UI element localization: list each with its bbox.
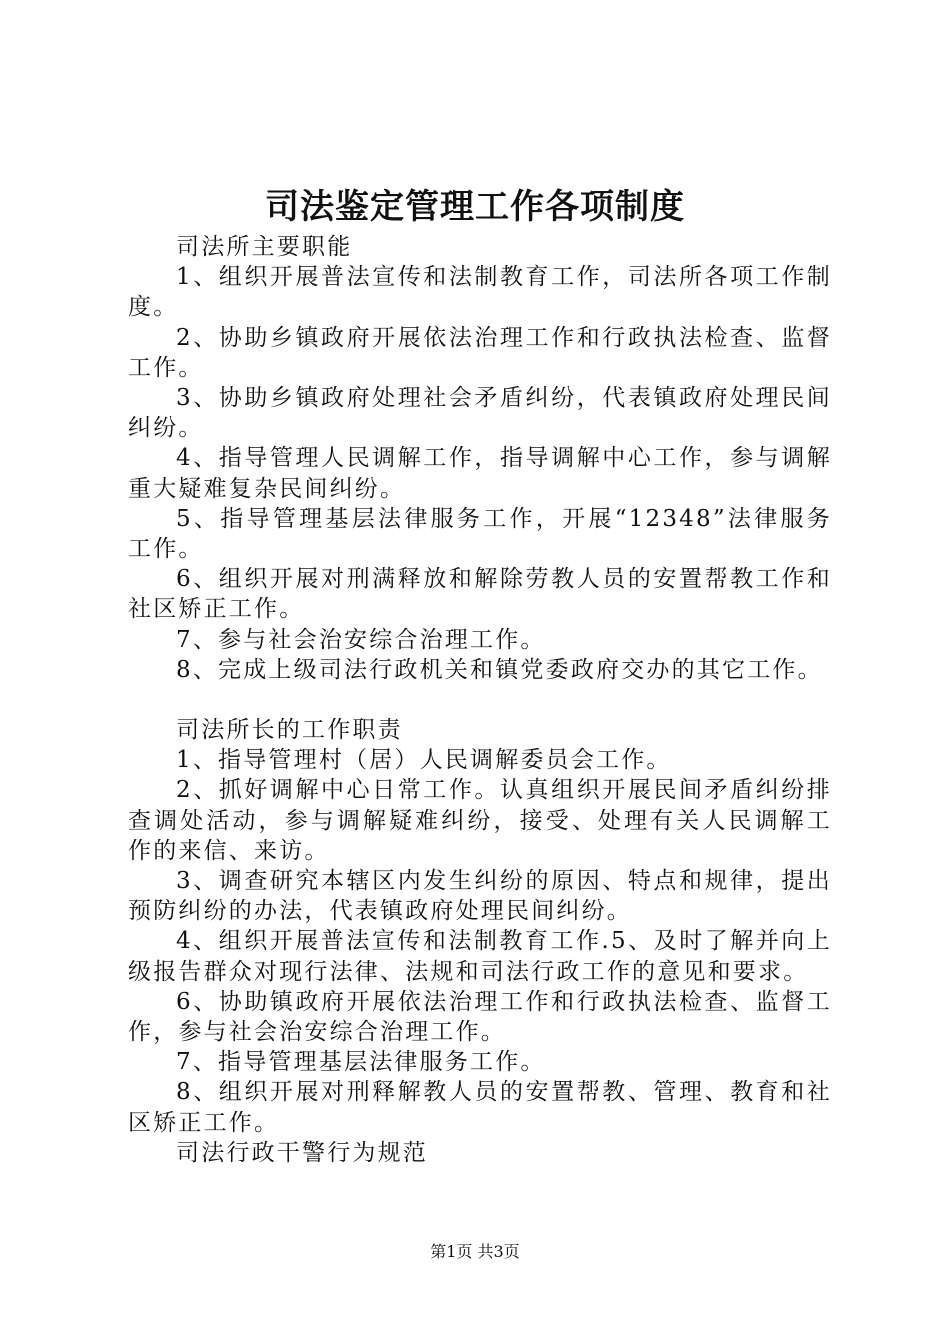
page-number-footer: 第1页 共3页 bbox=[430, 1242, 520, 1261]
duty-item-7: 8、组织开展对刑释解教人员的安置帮教、管理、教育和社区矫正工作。 bbox=[128, 1079, 832, 1136]
duty-item-2: 2、抓好调解中心日常工作。认真组织开展民间矛盾纠纷排查调处活动，参与调解疑难纠纷，接受、处理有关人民调解工作的来信、来访。 bbox=[128, 777, 832, 864]
section-heading-director-duties: 司法所长的工作职责 bbox=[176, 717, 403, 744]
function-item-8: 8、完成上级司法行政机关和镇党委政府交办的其它工作。 bbox=[176, 656, 823, 683]
function-item-2: 2、协助乡镇政府开展依法治理工作和行政执法检查、监督工作。 bbox=[128, 324, 832, 381]
duty-item-4: 4、组织开展普法宣传和法制教育工作.5、及时了解并向上级报告群众对现行法律、法规和司法行政工作的意见和要求。 bbox=[128, 928, 832, 985]
function-item-1: 1、组织开展普法宣传和法制教育工作，司法所各项工作制度。 bbox=[128, 264, 832, 321]
section-spacer bbox=[128, 685, 832, 715]
function-item-3: 3、协助乡镇政府处理社会矛盾纠纷，代表镇政府处理民间纠纷。 bbox=[128, 385, 832, 442]
duty-item-3: 3、调查研究本辖区内发生纠纷的原因、特点和规律，提出预防纠纷的办法，代表镇政府处理民间纠纷。 bbox=[128, 868, 832, 925]
section-heading-functions: 司法所主要职能 bbox=[176, 234, 353, 260]
function-item-6: 6、组织开展对刑满释放和解除劳教人员的安置帮教工作和社区矫正工作。 bbox=[128, 566, 832, 623]
duty-item-5: 6、协助镇政府开展依法治理工作和行政执法检查、监督工作，参与社会治安综合治理工作。 bbox=[128, 988, 832, 1046]
section-heading-conduct-rules: 司法行政干警行为规范 bbox=[176, 1139, 428, 1166]
page-title: 司法鉴定管理工作各项制度 bbox=[265, 187, 685, 227]
duty-item-6: 7、指导管理基层法律服务工作。 bbox=[176, 1049, 546, 1076]
document-body bbox=[128, 232, 832, 1168]
function-item-5: 5、指导管理基层法律服务工作，开展“12348”法律服务工作。 bbox=[128, 505, 832, 563]
function-item-7: 7、参与社会治安综合治理工作。 bbox=[176, 626, 546, 653]
duty-item-1: 1、指导管理村（居）人民调解委员会工作。 bbox=[176, 747, 672, 774]
function-item-4: 4、指导管理人民调解工作，指导调解中心工作，参与调解重大疑难复杂民间纠纷。 bbox=[128, 445, 832, 502]
